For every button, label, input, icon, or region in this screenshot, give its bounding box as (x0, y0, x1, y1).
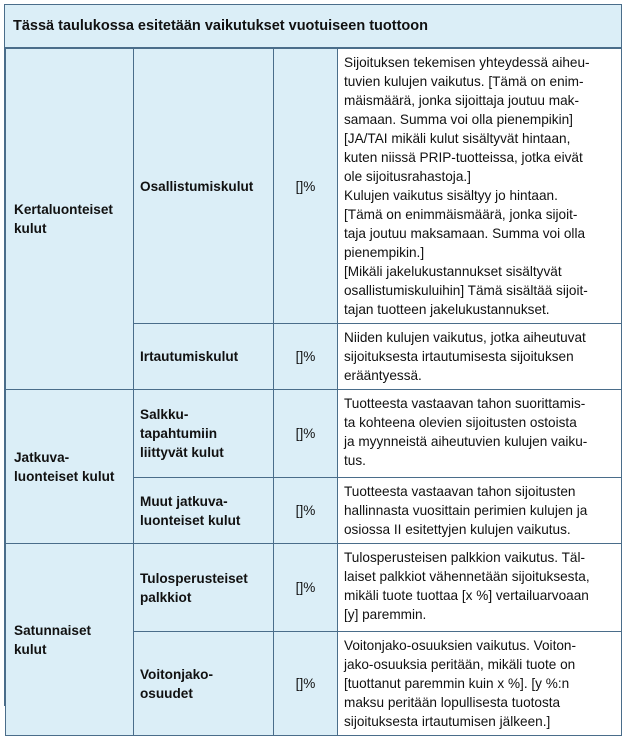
description-line: Sijoituksen tekemisen yhteydessä aiheu- (344, 55, 590, 70)
cost-type-label: Tulosperusteiset palkkiot (134, 544, 274, 632)
table-row (6, 390, 622, 478)
description-line: laiset palkkiot vähennetään sijoituksesta, (344, 569, 590, 584)
description-line: jako-osuuksia peritään, mikäli tuote on (344, 657, 576, 672)
description-line: Kulujen vaikutus sisältyy jo hintaan. (344, 188, 558, 203)
cost-type-label: Salkku- tapahtumiin liittyvät kulut (134, 390, 274, 478)
description-line: tajan tuotteen jakelukustannukset. (344, 302, 550, 317)
description-line: sijoituksesta irtautumisen jälkeen.] (344, 714, 551, 729)
cost-description (338, 478, 622, 544)
description-line: [Mikäli jakelukustannukset sisältyvät (344, 264, 562, 279)
cost-description (338, 49, 622, 324)
percent-value: []% (274, 49, 338, 324)
cost-description (338, 632, 622, 736)
description-line: mäismäärä, jonka sijoittaja joutuu mak- (344, 93, 579, 108)
description-line: erääntyessä. (344, 368, 422, 383)
percent-value: []% (274, 390, 338, 478)
description-line: mikäli tuote tuottaa [x %] vertailuarvoaan (344, 588, 589, 603)
cost-table-container (4, 4, 622, 729)
cost-description (338, 390, 622, 478)
table-row (6, 544, 622, 632)
cost-description (338, 544, 622, 632)
cost-type-label: Irtautumiskulut (134, 324, 274, 390)
description-line: [tuottanut paremmin kuin x %]. [y %:n (344, 676, 570, 691)
description-line: osiossa II esitettyjen kulujen vaikutus. (344, 522, 571, 537)
cost-type-label: Muut jatkuva- luonteiset kulut (134, 478, 274, 544)
description-line: samaan. Summa voi olla pienempikin] (344, 112, 573, 127)
table-row (6, 49, 622, 324)
description-line: ja myynneistä aiheutuvien kulujen vaiku- (344, 434, 588, 449)
category-label: Kertaluonteiset kulut (6, 49, 134, 390)
description-line: kuten niissä PRIP-tuotteissa, jotka eivät (344, 150, 583, 165)
description-line: hallinnasta vuosittain perimien kulujen ja (344, 503, 588, 518)
percent-value: []% (274, 478, 338, 544)
cost-table (5, 48, 622, 736)
description-line: Tulosperusteisen palkkion vaikutus. Täl- (344, 550, 586, 565)
cost-type-label: Voitonjako- osuudet (134, 632, 274, 736)
cost-type-label: Osallistumiskulut (134, 49, 274, 324)
description-line: [JA/TAI mikäli kulut sisältyvät hintaan, (344, 131, 571, 146)
description-line: taja joutuu maksamaan. Summa voi olla (344, 226, 586, 241)
description-line: maksu peritään lopullisesta tuotosta (344, 695, 561, 710)
description-line: osallistumiskuluihin] Tämä sisältää sijoit- (344, 283, 588, 298)
description-line: tuvien kulujen vaikutus. [Tämä on enim- (344, 74, 584, 89)
description-line: Tuotteesta vastaavan tahon sijoitusten (344, 484, 576, 499)
description-line: ole sijoitusrahastoja.] (344, 169, 471, 184)
percent-value: []% (274, 632, 338, 736)
description-line: [Tämä on enimmäismäärä, jonka sijoit- (344, 207, 578, 222)
description-line: Voitonjako-osuuksien vaikutus. Voiton- (344, 638, 576, 653)
cost-description (338, 324, 622, 390)
category-label: Jatkuva- luonteiset kulut (6, 390, 134, 544)
description-line: sijoituksesta irtautumisesta sijoituksen (344, 349, 574, 364)
percent-value: []% (274, 544, 338, 632)
description-line: Niiden kulujen vaikutus, jotka aiheutuvat (344, 330, 586, 345)
description-line: tus. (344, 453, 366, 468)
category-label: Satunnaiset kulut (6, 544, 134, 736)
description-line: [y] paremmin. (344, 607, 427, 622)
percent-value: []% (274, 324, 338, 390)
description-line: pienempikin.] (344, 245, 425, 260)
table-title: Tässä taulukossa esitetään vaikutukset vuotuiseen tuottoon (5, 5, 621, 48)
description-line: Tuotteesta vastaavan tahon suorittamis- (344, 396, 586, 411)
description-line: ta kohteena olevien sijoitusten ostoista (344, 415, 577, 430)
